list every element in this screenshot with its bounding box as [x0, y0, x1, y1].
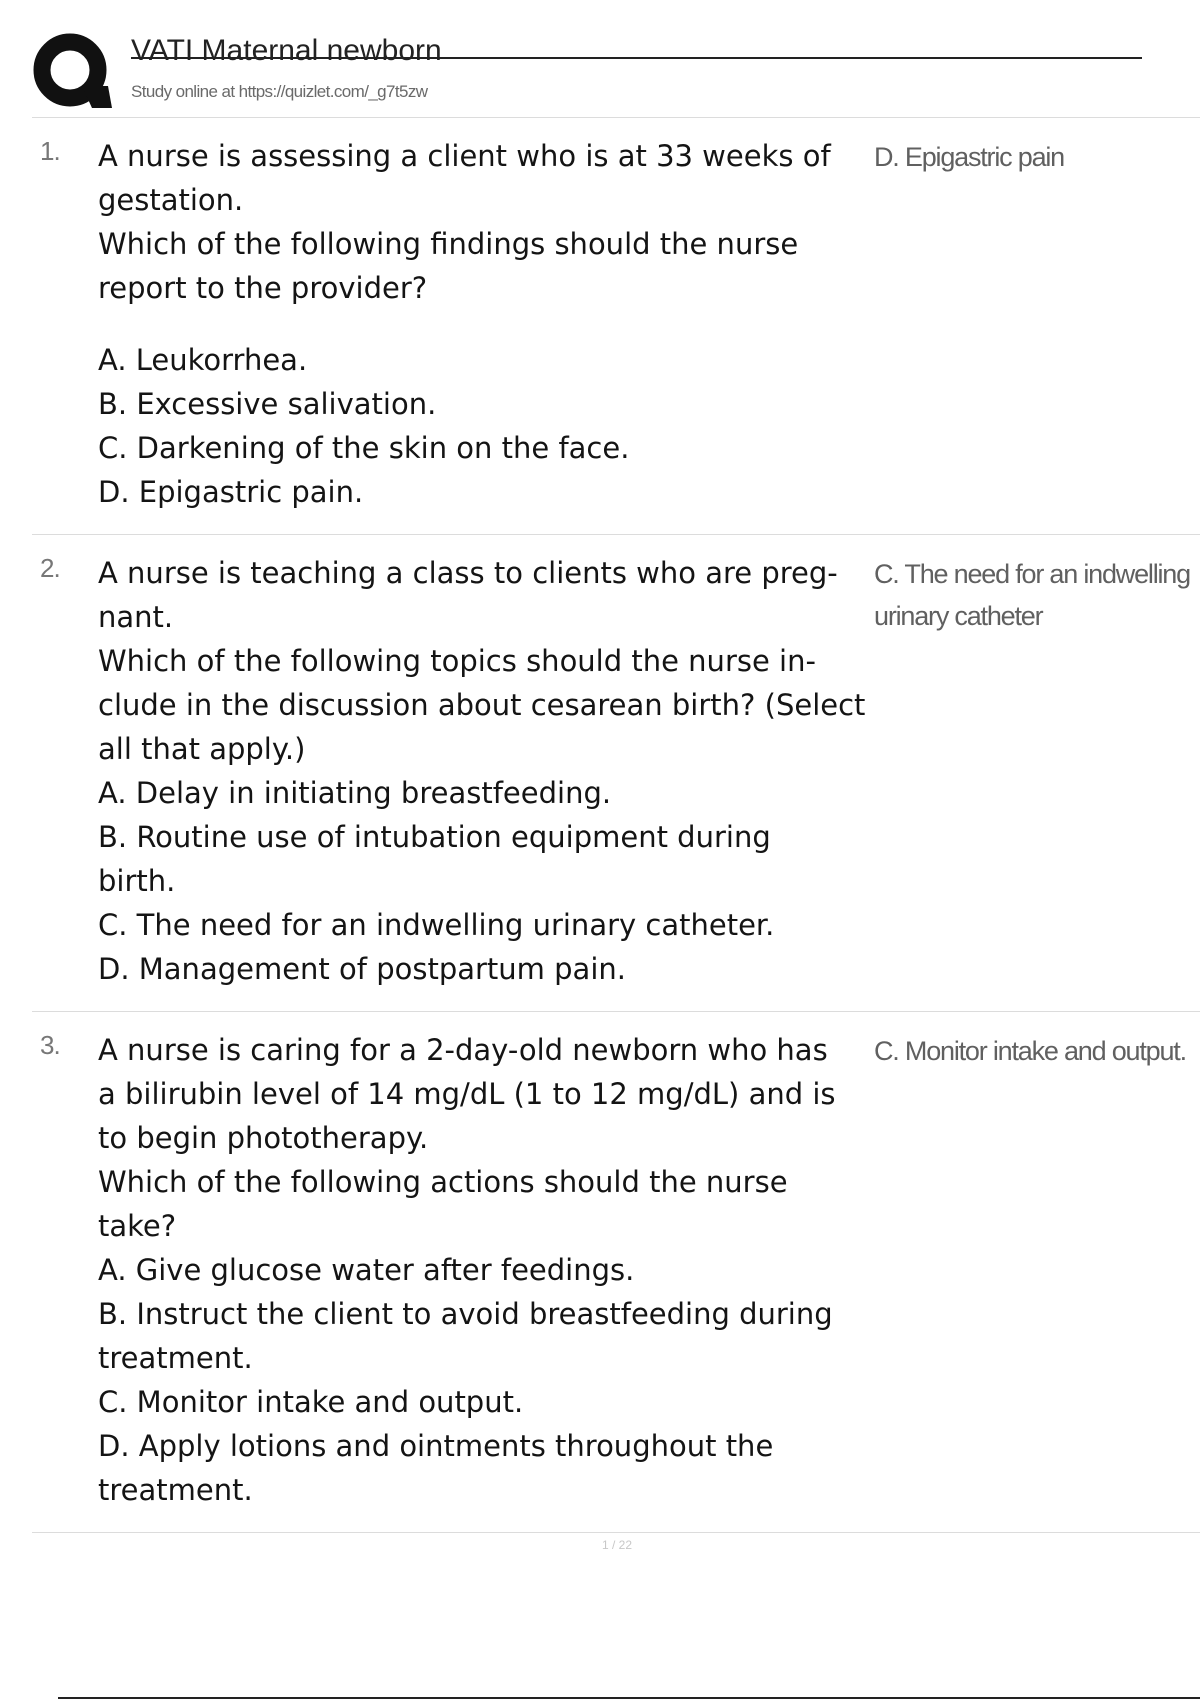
quizlet-q-logo-icon [32, 32, 112, 112]
question-line: A nurse is teaching a class to clients who are preg- [98, 556, 838, 590]
question-line: A nurse is assessing a client who is at 33 weeks of [98, 139, 831, 173]
question-line: Which of the following topics should the nurse in- [98, 644, 816, 678]
option-line: A. Give glucose water after feedings. [98, 1253, 635, 1287]
option-line: D. Management of postpartum pain. [98, 952, 626, 986]
question-line: take? [98, 1209, 177, 1243]
option-line: D. Epigastric pain. [98, 475, 364, 509]
answer-options [98, 1248, 898, 1512]
option-line: treatment. [98, 1341, 253, 1375]
question-line: A nurse is caring for a 2-day-old newborn who has [98, 1033, 828, 1067]
card-answer: C. The need for an indwelling urinary catheter [874, 559, 1190, 631]
option-line: D. Apply lotions and ointments throughout the [98, 1429, 774, 1463]
option-line: A. Delay in initiating breastfeeding. [98, 776, 612, 810]
card-question [98, 551, 898, 991]
option-line: C. Monitor intake and output. [98, 1385, 524, 1419]
card-number: 2. [40, 553, 60, 583]
card-number: 3. [40, 1030, 60, 1060]
card-answer: D. Epigastric pain [874, 142, 1064, 172]
option-line: C. The need for an indwelling urinary catheter. [98, 908, 775, 942]
option-line: B. Routine use of intubation equipment during [98, 820, 771, 854]
answer-options [98, 338, 898, 514]
study-online-link[interactable]: Study online at https://quizlet.com/_g7t5zw [131, 82, 428, 101]
question-line: report to the provider? [98, 271, 428, 305]
bottom-divider [58, 1697, 1200, 1699]
card-question [98, 1028, 898, 1512]
option-line: B. Excessive salivation. [98, 387, 437, 421]
question-line: a bilirubin level of 14 mg/dL (1 to 12 mg/dL) and is [98, 1077, 836, 1111]
option-line: C. Darkening of the skin on the face. [98, 431, 630, 465]
question-line: gestation. [98, 183, 244, 217]
card-number: 1. [40, 136, 60, 166]
flashcard-list [32, 118, 1200, 1533]
question-line: Which of the following actions should the nurse [98, 1165, 788, 1199]
title-divider [131, 57, 1142, 59]
set-title[interactable]: VATI Maternal newborn [131, 34, 442, 67]
flashcard-1 [32, 118, 1200, 535]
question-line: clude in the discussion about cesarean birth? (Select [98, 688, 866, 722]
flashcard-3 [32, 1012, 1200, 1533]
card-question [98, 134, 898, 514]
flashcard-2 [32, 535, 1200, 1012]
option-line: birth. [98, 864, 176, 898]
option-line: A. Leukorrhea. [98, 343, 308, 377]
answer-options [98, 771, 898, 991]
question-line: all that apply.) [98, 732, 306, 766]
option-line: B. Instruct the client to avoid breastfeeding during [98, 1297, 833, 1331]
question-line: nant. [98, 600, 174, 634]
page-number: 1 / 22 [601, 1538, 633, 1552]
question-line: Which of the following findings should the nurse [98, 227, 799, 261]
option-line: treatment. [98, 1473, 253, 1507]
card-answer: C. Monitor intake and output. [874, 1036, 1186, 1066]
question-line: to begin phototherapy. [98, 1121, 429, 1155]
